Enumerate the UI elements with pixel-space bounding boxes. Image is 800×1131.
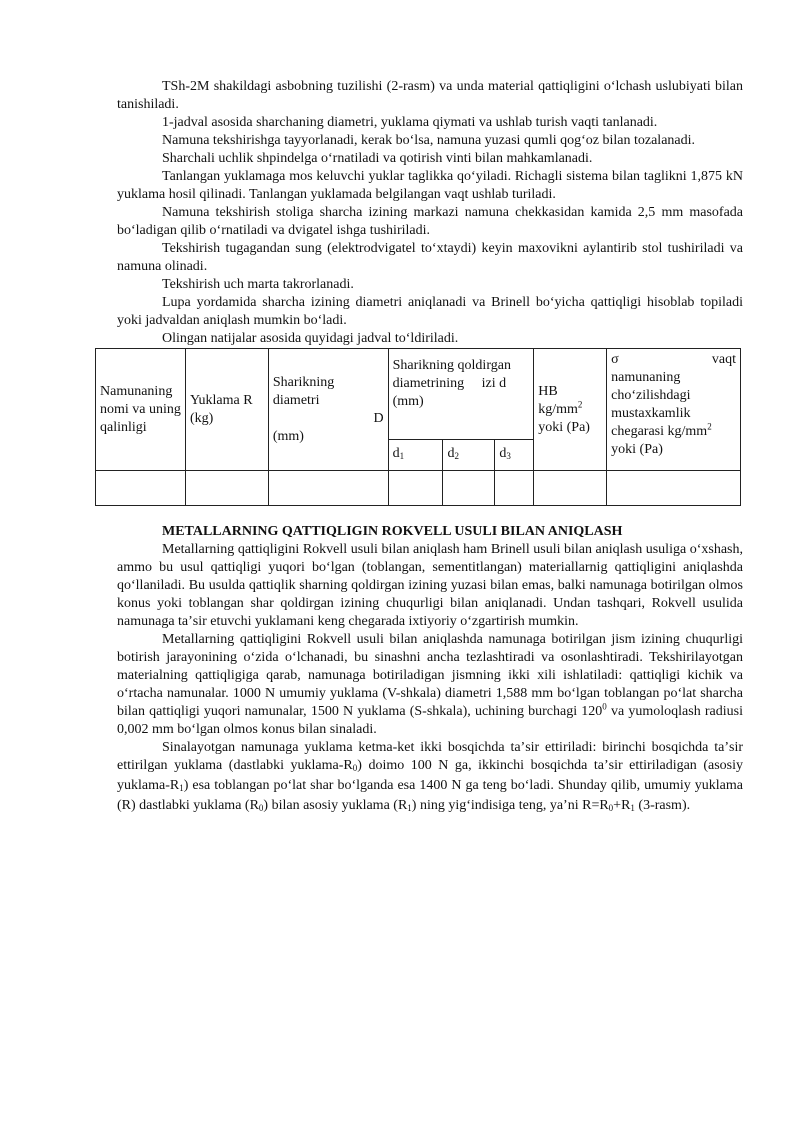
paragraph: Sharchali uchlik shpindelga oʻrnatiladi va qotirish vinti bilan mahkamlanadi. (162, 151, 593, 166)
table-row (96, 471, 741, 506)
header-d3: $d_3$ (495, 440, 534, 471)
paragraph: Namuna tekshirishga tayyorlanadi, kerak boʻlsa, namuna yuzasi qumli qogʻoz bilan tozalanadi. (162, 133, 696, 148)
paragraph: TSh-2M shakildagi asbobning tuzilishi (2-rasm) va unda material qattiqligini oʻlchash uslubiyati bilan tanishiladi. (117, 79, 743, 112)
document-page (100, 78, 743, 817)
header-strength-limit: σ vaqt namunaning choʻzilishdagi mustaxkamlik chegarasi $kg/mm^2$ yoki (Pa) (607, 349, 741, 471)
header-hb: HB $kg/mm^2$ yoki (Pa) (534, 349, 607, 471)
table-cell (185, 471, 268, 506)
table-cell (388, 471, 443, 506)
table-cell (607, 471, 741, 506)
table-cell (443, 471, 495, 506)
paragraph: Lupa yordamida sharcha izining diametri aniqlanadi va Brinell boʻyicha qattiqligi hisoblab topiladi yoki jadvaldan aniqlash mumkin boʻladi. (117, 295, 743, 328)
section-title: METALLARNING QATTIQLIGIN ROKVELL USULI BILAN ANIQLASH (162, 524, 623, 539)
table-cell (495, 471, 534, 506)
header-ball-diameter: Sharikning diametri D (mm) (268, 349, 388, 471)
paragraph: Metallarning qattiqligini Rokvell usuli bilan aniqlashda namunaga botirilgan jism izining chuqurligi botirish jarayonining oʻzida oʻlchanadi, bu sinashni ancha tezlashtiradi va osonlashtiradi. Tekshirilayotgan materialning qattiqligiga qarab, namunaga botiriladigan jismning ikki xili ishlatiladi: qattiqligi kichik va oʻrtacha namunalar. 1000 N umumiy yuklama (V-shkala) diametri 1,588 mm boʻlgan toblangan poʻlat sharcha bilan qattiqligi yuqori namunalar, 1500 N yuklama (S-shkala), uchining burchagi $120^0$ va yumoloqlash radiusi 0,002 mm boʻlgan olmos konus bilan sinaladi. (117, 632, 743, 737)
paragraph: Sinalayotgan namunaga yuklama ketma-ket ikki bosqichda taʼsir ettiriladi: birinchi bosqichda taʼsir ettirilgan yuklama (dastlabki yuklama-$R_0$) doimo 100 N ga, ikkinchi bosqichda taʼsir ettiriladigan (asosiy yuklama-$R_1$) esa toblangan poʻlat shar boʻlganda esa 1400 N ga teng boʻladi. Shunday qilib, umumiy yuklama (R) dastlabki yuklama $(R_0)$ bilan asosiy yuklama $(R_1)$ ning yigʻindisiga teng, yaʼni $R=R_0+R_1$ (3-rasm). (117, 740, 743, 813)
paragraph: Olingan natijalar asosida quyidagi jadval toʻldiriladi. (162, 331, 459, 346)
header-trace-diameter: Sharikning qoldirgan diametrining izi d (mm) (388, 349, 534, 440)
paragraph: Tanlangan yuklamaga mos keluvchi yuklar taglikka qoʻyiladi. Richagli sistema bilan taglikni 1,875 kN yuklama hosil qilinadi. Tanlangan yuklamada belgilangan vaqt ushlab turiladi. (117, 169, 743, 202)
table-cell (96, 471, 186, 506)
table-cell (534, 471, 607, 506)
header-d1: $d_1$ (388, 440, 443, 471)
results-table (95, 348, 741, 506)
paragraph: Metallarning qattiqligini Rokvell usuli bilan aniqlash ham Brinell usuli bilan aniqlash usuliga oʻxshash, ammo bu usul qattiqligi yuqori boʻlgan (toblangan, sementitlangan) materiallarnig qattiqligini aniqlashda qoʻllaniladi. Bu usulda qattiqlik sharning qoldirgan izining yuzasi bilan emas, balki namunaga botirilgan olmos konus yoki toblangan shar qoldirgan izining chuqurligi bilan aniqlanadi. Undan tashqari, Rokvell usulida namunaga taʼsir etuvchi yuklamani keng chegarada ixtiyoriy oʻzgartirish mumkin. (117, 542, 743, 629)
paragraph: 1-jadval asosida sharchaning diametri, yuklama qiymati va ushlab turish vaqti tanlanadi. (162, 115, 658, 130)
paragraph: Tekshirish uch marta takrorlanadi. (162, 277, 354, 292)
paragraph: Tekshirish tugagandan sung (elektrodvigatel toʻxtaydi) keyin maxovikni aylantirib stol tushiriladi va namuna olinadi. (117, 241, 743, 274)
paragraph: Namuna tekshirish stoliga sharcha izining markazi namuna chekkasidan kamida 2,5 mm masofada boʻladigan qilib oʻrnatiladi va dvigatel ishga tushiriladi. (117, 205, 743, 238)
header-load: Yuklama R (kg) (185, 349, 268, 471)
header-d2: $d_2$ (443, 440, 495, 471)
table-cell (268, 471, 388, 506)
header-sample-name: Namunaning nomi va uning qalinligi (96, 349, 186, 471)
